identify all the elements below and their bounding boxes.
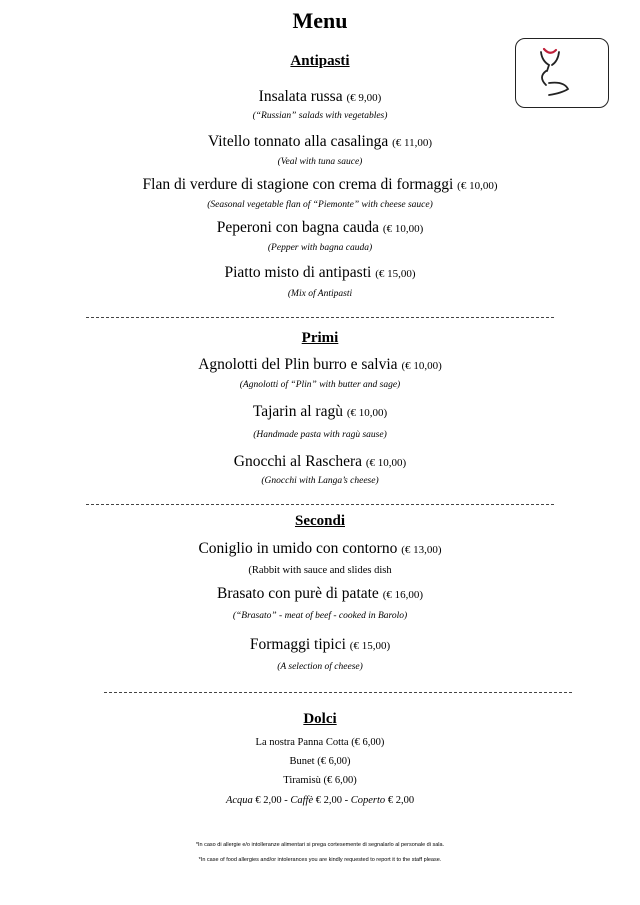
caffe-price: € 2,00 <box>315 795 343 806</box>
section-title-antipasti: Antipasti <box>290 53 350 69</box>
dish-translation: (Mix of Antipasti <box>287 289 353 299</box>
dish-price: (€ 15,00) <box>375 268 416 280</box>
dish-name: Formaggi tipici <box>249 636 346 653</box>
dish-price: (€ 10,00) <box>346 407 388 419</box>
section-title-secondi: Secondi <box>294 513 345 529</box>
dish-translation: (Seasonal vegetable flan of “Piemonte” with cheese sauce) <box>207 200 433 210</box>
dish-price: (€ 9,00) <box>346 92 382 104</box>
dish-name: Coniglio in umido con contorno <box>198 540 398 557</box>
extras-separator: - <box>342 795 351 806</box>
section-divider <box>86 504 554 505</box>
dolci-item-tiramisu: Tiramisù (€ 6,00) <box>283 775 357 786</box>
dish-name: Brasato con purè di patate <box>216 585 379 602</box>
dish-name: Agnolotti del Plin burro e salvia <box>198 356 398 373</box>
dish-price: (€ 10,00) <box>457 180 498 192</box>
dish-translation: (Veal with tuna sauce) <box>277 157 363 167</box>
dish-name: Gnocchi al Raschera <box>233 453 363 470</box>
dish-tajarin <box>0 403 640 421</box>
dish-price: (€ 10,00) <box>365 457 407 469</box>
acqua-price: € 2,00 <box>255 795 282 806</box>
section-title-dolci: Dolci <box>303 711 337 727</box>
dish-translation: (Gnocchi with Langa’s cheese) <box>261 476 379 486</box>
page-title: Menu <box>292 8 348 33</box>
dolci-item-bunet: Bunet (€ 6,00) <box>289 756 351 767</box>
dish-agnolotti <box>0 356 640 374</box>
dish-coniglio <box>0 540 640 558</box>
dish-peperoni <box>0 219 640 237</box>
dish-price: (€ 16,00) <box>382 589 424 601</box>
dish-translation: (Handmade pasta with ragù sause) <box>253 430 387 440</box>
section-title-primi: Primi <box>301 330 339 346</box>
dish-name: Insalata russa <box>258 88 343 105</box>
dolci-item-panna-cotta: La nostra Panna Cotta (€ 6,00) <box>255 737 385 748</box>
dish-piatto-misto <box>0 264 640 282</box>
dish-name: Tajarin al ragù <box>252 403 343 420</box>
dish-price: (€ 10,00) <box>401 360 442 372</box>
dish-brasato <box>0 585 640 603</box>
section-divider <box>86 317 554 318</box>
coperto-label: Coperto <box>350 795 386 806</box>
dish-translation: (Agnolotti of “Plin” with butter and sage) <box>239 380 401 390</box>
extras-separator: - <box>281 795 291 806</box>
dish-price: (€ 15,00) <box>349 640 391 652</box>
dish-translation: (A selection of cheese) <box>277 662 363 672</box>
dish-flan-di-verdure <box>0 176 640 194</box>
dish-price: (€ 10,00) <box>382 223 424 235</box>
dish-name: Piatto misto di antipasti <box>224 264 372 281</box>
dish-translation: (Rabbit with sauce and slides dish <box>248 565 392 576</box>
allergy-note-english: *In case of food allergies and/or intolerances you are kindly requested to report it to the staff please. <box>198 857 442 863</box>
section-divider <box>104 692 572 693</box>
allergy-note-italian: *In caso di allergie e/o intolleranze alimentari si prega cortesemente di segnalarlo al personale di sala. <box>195 842 445 848</box>
dish-name: Vitello tonnato alla casalinga <box>207 133 389 150</box>
coperto-price: € 2,00 <box>387 795 415 806</box>
dish-name: Peperoni con bagna cauda <box>216 219 380 236</box>
dish-price: (€ 13,00) <box>401 544 442 556</box>
extras-line <box>0 795 640 806</box>
dish-gnocchi <box>0 453 640 471</box>
dish-formaggi <box>0 636 640 654</box>
dish-vitello-tonnato <box>0 133 640 151</box>
dish-name: Flan di verdure di stagione con crema di formaggi <box>142 176 454 193</box>
dish-translation: (“Russian” salads with vegetables) <box>252 111 388 121</box>
dish-price: (€ 11,00) <box>392 137 433 149</box>
dish-insalata-russa <box>0 88 640 106</box>
acqua-label: Acqua <box>225 795 253 806</box>
dish-translation: (Pepper with bagna cauda) <box>267 243 373 253</box>
caffe-label: Caffè <box>290 795 314 806</box>
dish-translation: (“Brasato” - meat of beef - cooked in Barolo) <box>232 611 408 621</box>
